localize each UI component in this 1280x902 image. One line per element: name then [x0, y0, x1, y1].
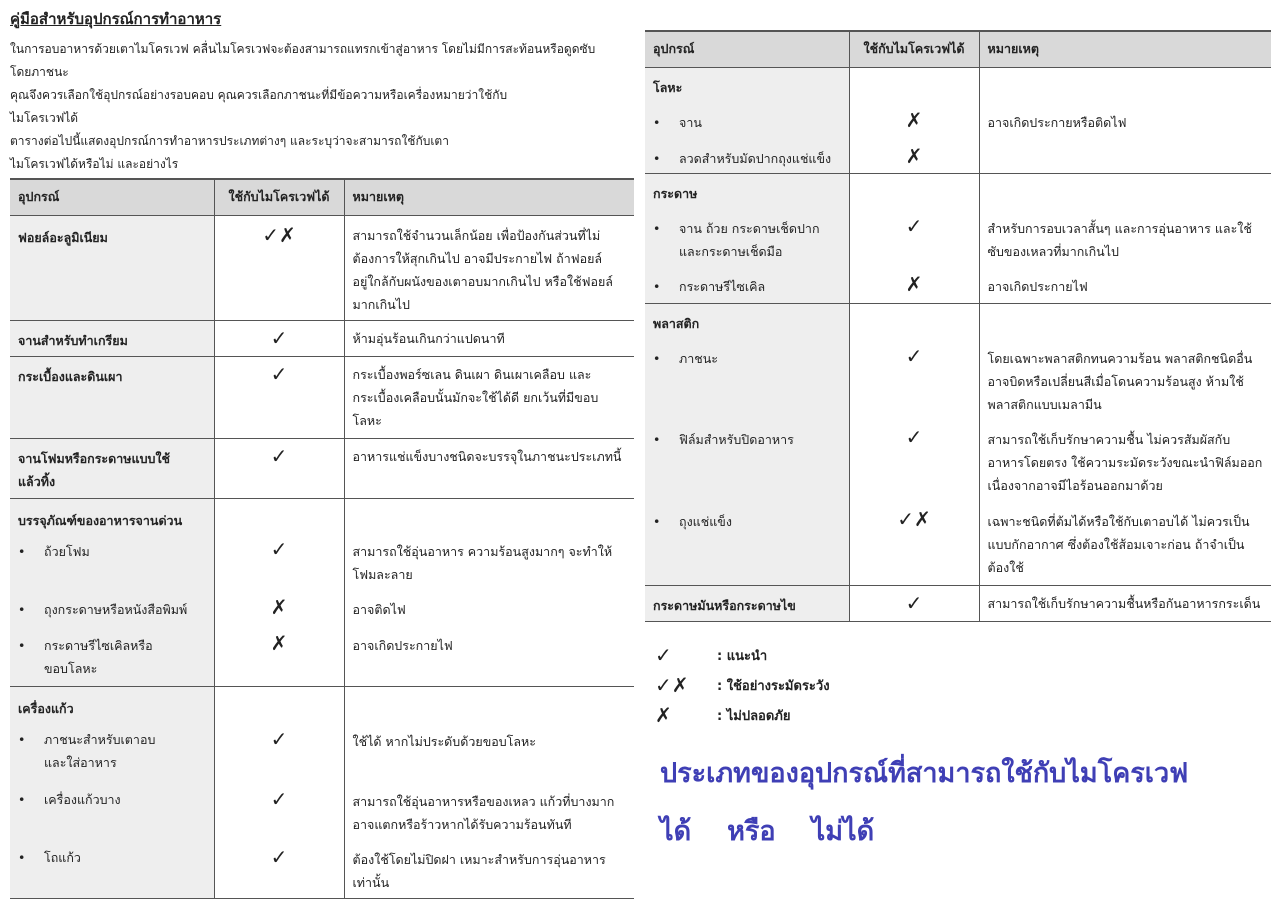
table-row: [10, 356, 634, 438]
header-utensil: อุปกรณ์: [645, 31, 849, 67]
suitability-mark: ✓: [270, 325, 288, 350]
sub-item: • โถแก้ว: [18, 849, 81, 865]
suitability-mark: ✓: [905, 424, 923, 449]
header-notes: หมายเหตุ: [979, 31, 1271, 67]
suitability-mark: ✗: [905, 271, 923, 296]
right-column: [645, 30, 1271, 622]
category-name: กระดาษ: [653, 185, 698, 201]
table-row: [10, 320, 634, 356]
utensil-note: อาจเกิดประกายไฟ: [352, 637, 453, 653]
sub-item: • ถุงกระดาษหรือหนังสือพิมพ์: [18, 601, 188, 617]
page-title: คู่มือสำหรับอุปกรณ์การทำอาหาร: [10, 10, 222, 28]
suitability-mark: ✓: [270, 443, 288, 468]
suitability-mark: ✗: [270, 594, 288, 619]
utensil-note: อาจเกิดประกายหรือติดไฟ: [987, 114, 1127, 130]
headline-line-2: ได้ หรือ ไม่ได้: [660, 816, 875, 847]
category-name: พลาสติก: [653, 315, 700, 331]
utensil-note: ใช้ได้ หากไม่ประดับด้วยขอบโลหะ: [352, 733, 537, 749]
check-cross-icon: ✓✗: [655, 673, 689, 697]
table-row: [645, 173, 1271, 303]
sub-item: • จาน: [653, 114, 702, 130]
sub-item: • ฟิล์มสำหรับปิดอาหาร: [653, 431, 794, 447]
utensil-name: กระดาษมันหรือกระดาษไข: [653, 597, 796, 613]
category-name: บรรจุภัณฑ์ของอาหารจานด่วน: [18, 512, 183, 528]
table-row: [645, 585, 1271, 621]
intro-line: ไมโครเวฟได้หรือไม่ และอย่างไร: [10, 157, 179, 171]
utensil-note: กระเบื้องพอร์ซเลน ดินเผา ดินเผาเคลือบ และ กระเบื้องเคลือบนั้นมักจะใช้ได้ดี ยกเว้นที่มีขอบ โลหะ: [352, 366, 599, 428]
header-notes: หมายเหตุ: [344, 179, 634, 215]
suitability-mark: ✓: [905, 590, 923, 615]
table-row: [645, 303, 1271, 585]
sub-item: • เครื่องแก้วบาง: [18, 791, 121, 807]
legend-item: [655, 640, 830, 670]
sub-item: • ถุงแช่แข็ง: [653, 513, 732, 529]
suitability-mark: ✗: [905, 143, 923, 168]
utensil-name: ฟอยล์อะลูมิเนียม: [18, 229, 108, 245]
table-header: [645, 31, 1271, 67]
utensil-note: อาจติดไฟ: [352, 601, 406, 617]
sub-item: • ถ้วยโฟม: [18, 543, 90, 559]
headline-line-1: ประเภทของอุปกรณ์ที่สามารถใช้กับไมโครเวฟ: [660, 758, 1189, 789]
category-name: เครื่องแก้ว: [18, 700, 74, 716]
legend-item: [655, 670, 830, 700]
utensil-note: เฉพาะชนิดที่ต้มได้หรือใช้กับเตาอบได้ ไม่ควรเป็น แบบกักอากาศ ซึ่งต้องใช้ส้อมเจาะก่อน ถ้าจำเป็น ต้องใช้: [987, 513, 1250, 575]
category-name: โลหะ: [653, 79, 683, 95]
utensil-name: จานสำหรับทำเกรียม: [18, 332, 128, 348]
table-row: [10, 686, 634, 898]
sub-item: • กระดาษรีไซเคิลหรือ ขอบโลหะ: [18, 637, 153, 676]
utensil-note: สามารถใช้เก็บรักษาความชื้นหรือกันอาหารกระเด็น: [987, 595, 1261, 611]
cross-icon: ✗: [655, 703, 672, 727]
utensil-table-left: [10, 178, 634, 899]
utensil-name: จานโฟมหรือกระดาษแบบใช้ แล้วทิ้ง: [18, 450, 171, 489]
suitability-mark: ✓: [905, 343, 923, 368]
intro-line: โดยภาชนะ: [10, 65, 69, 79]
table-row: [10, 215, 634, 320]
utensil-note: สำหรับการอบเวลาสั้นๆ และการอุ่นอาหาร และใช้ ซับของเหลวที่มากเกินไป: [987, 220, 1252, 259]
suitability-mark: ✗: [905, 107, 923, 132]
utensil-table-right: [645, 30, 1271, 622]
utensil-note: อาหารแช่แข็งบางชนิดจะบรรจุในภาชนะประเภทนี้: [352, 448, 622, 464]
legend-label: : ไม่ปลอดภัย: [717, 708, 791, 724]
table-row: [645, 67, 1271, 173]
table-row: [10, 498, 634, 686]
utensil-note: สามารถใช้เก็บรักษาความชื้น ไม่ควรสัมผัสกับ อาหารโดยตรง ใช้ความระมัดระวังขณะนำฟิล์มออก เนื่องจากอาจมีไอร้อนออกมาด้วย: [987, 431, 1263, 493]
sub-item: • ลวดสำหรับมัดปากถุงแช่แข็ง: [653, 150, 832, 166]
intro-line: ไมโครเวฟได้: [10, 111, 79, 125]
suitability-mark: ✓✗: [897, 506, 931, 531]
sub-item: • ภาชนะ: [653, 350, 719, 366]
sub-item: • จาน ถ้วย กระดาษเช็ดปาก และกระดาษเช็ดมือ: [653, 220, 820, 259]
utensil-name: กระเบื้องและดินเผา: [18, 368, 123, 384]
suitability-mark: ✓: [270, 786, 288, 811]
suitability-mark: ✓: [270, 361, 288, 386]
suitability-mark: ✓: [270, 726, 288, 751]
suitability-mark: ✓: [270, 844, 288, 869]
legend-label: : แนะนำ: [717, 648, 768, 664]
utensil-note: ต้องใช้โดยไม่ปิดฝา เหมาะสำหรับการอุ่นอาหาร เท่านั้น: [352, 851, 606, 890]
intro-line: คุณจึงควรเลือกใช้อุปกรณ์อย่างรอบคอบ คุณควรเลือกภาชนะที่มีข้อความหรือเครื่องหมายว่าใช้กับ: [10, 88, 508, 102]
utensil-note: สามารถใช้อุ่นอาหารหรือของเหลว แก้วที่บางมาก อาจแตกหรือร้าวหากได้รับความร้อนทันที: [352, 793, 615, 832]
table-row: [10, 438, 634, 498]
intro-line: ในการอบอาหารด้วยเตาไมโครเวฟ คลื่นไมโครเวฟจะต้องสามารถแทรกเข้าสู่อาหาร โดยไม่มีการสะท้อนหรือดูดซับ: [10, 42, 596, 56]
legend-label: : ใช้อย่างระมัดระวัง: [717, 678, 830, 694]
suitability-mark: ✓: [270, 536, 288, 561]
header-utensil: อุปกรณ์: [10, 179, 214, 215]
suitability-mark: ✓✗: [262, 222, 296, 247]
utensil-note: สามารถใช้จำนวนเล็กน้อย เพื่อป้องกันส่วนที่ไม่ ต้องการให้สุกเกินไป อาจมีประกายไฟ ถ้าฟอยล์ อยู่ใกล้กับผนังของเตาอบมากเกินไป หรือใช้ฟอยล์ มากเกินไป: [352, 227, 613, 312]
left-column: [10, 8, 634, 899]
sub-item: • ภาชนะสำหรับเตาอบ และใส่อาหาร: [18, 731, 156, 770]
utensil-note: อาจเกิดประกายไฟ: [987, 278, 1088, 294]
headline: [660, 745, 1260, 861]
utensil-note: โดยเฉพาะพลาสติกทนความร้อน พลาสติกชนิดอื่น อาจบิดหรือเปลี่ยนสีเมื่อโดนความร้อนสูง ห้ามใช้ พลาสติกแบบเมลามีน: [987, 350, 1253, 412]
header-microwave-safe: ใช้กับไมโครเวฟได้: [849, 31, 979, 67]
suitability-mark: ✗: [270, 630, 288, 655]
legend-item: [655, 700, 830, 730]
table-header: [10, 179, 634, 215]
checkmark-icon: ✓: [655, 643, 672, 667]
suitability-mark: ✓: [905, 213, 923, 238]
utensil-note: ห้ามอุ่นร้อนเกินกว่าแปดนาที: [352, 330, 505, 346]
intro-text: [10, 38, 634, 176]
utensil-note: สามารถใช้อุ่นอาหาร ความร้อนสูงมากๆ จะทำให้ โฟมละลาย: [352, 543, 613, 582]
legend: [655, 640, 830, 730]
header-microwave-safe: ใช้กับไมโครเวฟได้: [214, 179, 344, 215]
intro-line: ตารางต่อไปนี้แสดงอุปกรณ์การทำอาหารประเภทต่างๆ และระบุว่าจะสามารถใช้กับเตา: [10, 134, 449, 148]
sub-item: • กระดาษรีไซเคิล: [653, 278, 766, 294]
